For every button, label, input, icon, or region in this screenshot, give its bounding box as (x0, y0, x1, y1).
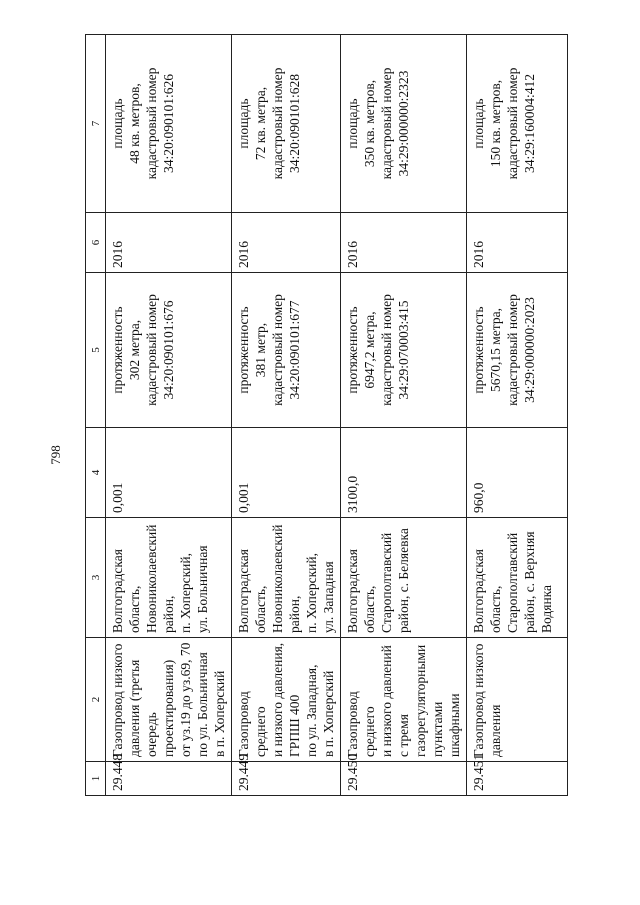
column-header: 7 (86, 35, 106, 213)
row-number: 29.449 (232, 762, 341, 796)
row-number: 29.450 (341, 762, 467, 796)
property-table (85, 34, 568, 796)
object-year: 2016 (467, 213, 568, 273)
object-length: протяженность 6947,2 метра, кадастровый номер 34:29:070003:415 (341, 273, 467, 428)
row-number: 29.451 (467, 762, 568, 796)
object-length: протяженность 5670,15 метра, кадастровый номер 34:29:000000:2023 (467, 273, 568, 428)
object-name: Газопровод среднего и низкого давления, ГРПШ 400 по ул. Западная, в п. Хоперский (232, 638, 341, 762)
table-row (232, 35, 341, 796)
object-area: площадь 150 кв. метров, кадастровый номер 34:29:160004:412 (467, 35, 568, 213)
object-name: Газопровод среднего и низкого давлений с тремя газорегуляторными пунктами шкафными (341, 638, 467, 762)
header-row (86, 35, 106, 796)
object-address: Волгоградская область, Старополтавский район, с. Верхняя Водянка (467, 518, 568, 638)
page-number: 798 (48, 445, 63, 465)
column-header: 4 (86, 428, 106, 518)
table-row (467, 35, 568, 796)
object-value: 3100,0 (341, 428, 467, 518)
object-address: Волгоградская область, Новониколаевский район, п. Хоперский, ул. Больничная (106, 518, 232, 638)
column-header: 3 (86, 518, 106, 638)
object-name: Газопровод низкого давления (467, 638, 568, 762)
object-name: Газопровод низкого давления (третья очередь проектирования) от уз.19 до уз.69, 70 по ул. Больничная в п. Хоперский (106, 638, 232, 762)
row-number: 29.448 (106, 762, 232, 796)
object-year: 2016 (232, 213, 341, 273)
column-header: 1 (86, 762, 106, 796)
column-header: 2 (86, 638, 106, 762)
rotated-table-container (85, 35, 554, 796)
object-length: протяженность 302 метра, кадастровый номер 34:20:090101:676 (106, 273, 232, 428)
object-address: Волгоградская область, Старополтавский район, с. Беляевка (341, 518, 467, 638)
object-value: 0,001 (232, 428, 341, 518)
object-area: площадь 72 кв. метра, кадастровый номер 34:20:090101:628 (232, 35, 341, 213)
table-row (341, 35, 467, 796)
object-area: площадь 48 кв. метров, кадастровый номер 34:20:090101:626 (106, 35, 232, 213)
object-address: Волгоградская область, Новониколаевский район, п. Хоперский, ул. Западная (232, 518, 341, 638)
object-year: 2016 (341, 213, 467, 273)
object-value: 0,001 (106, 428, 232, 518)
object-year: 2016 (106, 213, 232, 273)
table-row (106, 35, 232, 796)
table-wrapper (85, 35, 554, 796)
column-header: 6 (86, 213, 106, 273)
object-length: протяженность 381 метр, кадастровый номер 34:20:090101:677 (232, 273, 341, 428)
object-area: площадь 350 кв. метров, кадастровый номер 34:29:000000:2323 (341, 35, 467, 213)
object-value: 960,0 (467, 428, 568, 518)
column-header: 5 (86, 273, 106, 428)
